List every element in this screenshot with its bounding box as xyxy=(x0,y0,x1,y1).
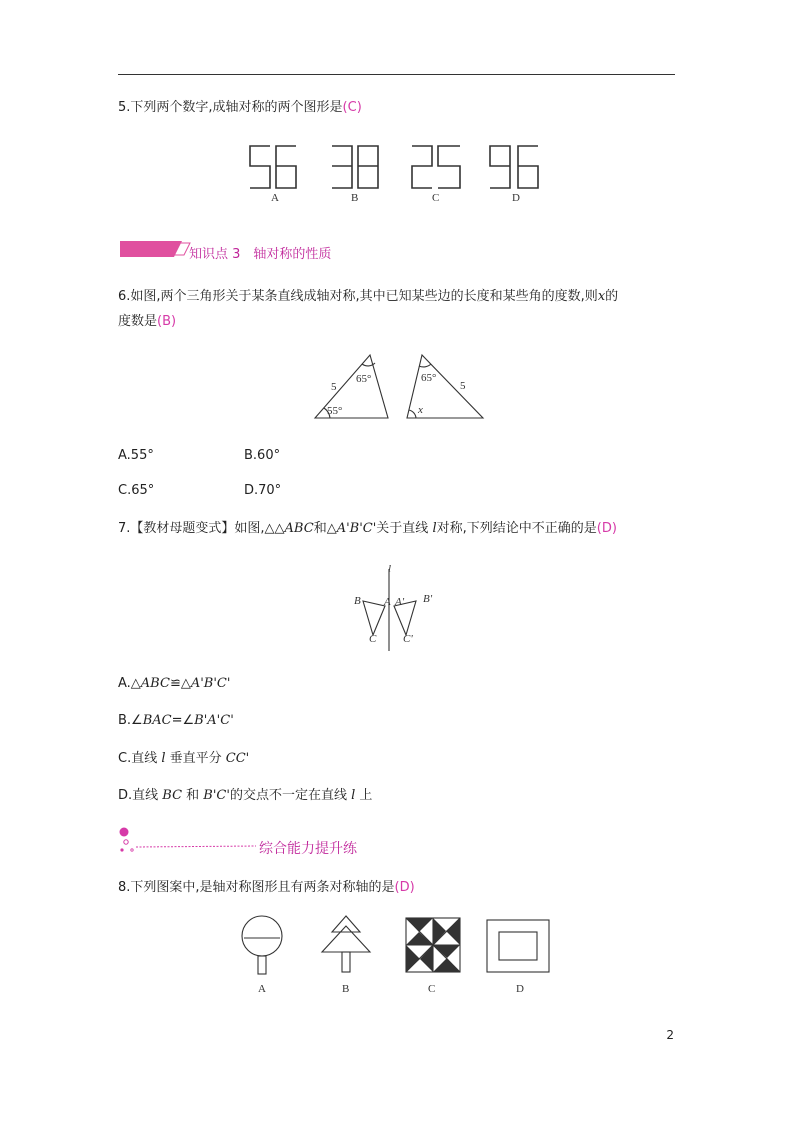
q7-prefix: 7.【教材母题变式】如图, xyxy=(118,521,265,536)
q8-label-b: B xyxy=(342,983,350,995)
question-5 xyxy=(118,98,362,118)
question-8 xyxy=(118,878,415,898)
q7-label-l: l xyxy=(388,563,392,575)
q8-label-c: C xyxy=(428,983,436,995)
q7-opt-b-sym: =∠ xyxy=(171,713,195,728)
q7-opt-d-m1: BC xyxy=(162,788,183,803)
q8-label-d: D xyxy=(516,983,524,995)
section-title: 综合能力提升练 xyxy=(259,841,357,857)
question-6-text2: 度数是 xyxy=(118,314,158,329)
page-number: 2 xyxy=(666,1028,674,1042)
q7-label-a: A xyxy=(384,596,391,608)
q7-option-c xyxy=(118,749,249,769)
q7-opt-c-m2: CC' xyxy=(225,751,250,766)
question-6-text-end: 的 xyxy=(605,289,619,304)
q5-label-a: A xyxy=(271,192,279,204)
question-8-text: 8.下列图案中,是轴对称图形且有两条对称轴的是 xyxy=(118,880,395,895)
q7-tri1: △ABC xyxy=(274,521,314,536)
q7-reflection xyxy=(350,565,440,653)
q7-opt-d-m3: l xyxy=(351,788,356,803)
q6-option-a: A.55° xyxy=(118,448,154,463)
q7-opt-d-m2: B'C' xyxy=(203,788,230,803)
q7-tri2: A'B'C' xyxy=(336,521,377,536)
q7-label-c: C xyxy=(369,633,377,645)
q6-var-x: x xyxy=(418,404,423,416)
q7-option-a xyxy=(118,674,230,694)
q7-opt-c-prefix: C.直线 xyxy=(118,751,162,766)
q8-pattern-figures xyxy=(240,914,555,976)
q6-side-right: 5 xyxy=(460,380,466,392)
question-6-line2 xyxy=(118,312,176,332)
question-7 xyxy=(118,519,617,539)
q7-opt-b-prefix: B.∠ xyxy=(118,713,143,728)
q8-label-a: A xyxy=(258,983,266,995)
question-6-text: 6.如图,两个三角形关于某条直线成轴对称,其中已知某些边的长度和某些角的度数,则 xyxy=(118,289,598,304)
q7-opt-a-m1: ABC xyxy=(140,676,170,691)
q6-option-b: B.60° xyxy=(244,448,281,463)
question-5-text: 5.下列两个数字,成轴对称的两个图形是 xyxy=(118,100,343,115)
q6-option-d: D.70° xyxy=(244,483,282,498)
header-rule xyxy=(118,74,675,75)
question-7-answer: (D) xyxy=(596,521,617,536)
q7-label-c-prime: C' xyxy=(403,633,413,645)
q6-angle-bottom-left: 55° xyxy=(327,405,343,417)
q7-opt-a-m2: A'B'C' xyxy=(190,676,231,691)
q7-tri1-wrap: △△ABC xyxy=(264,521,314,536)
q7-opt-c-sym: 垂直平分 xyxy=(165,751,226,766)
q7-mid: 和△ xyxy=(313,521,337,536)
knowledge-point-title: 知识点 3 轴对称的性质 xyxy=(189,247,332,262)
seven-segment-digits xyxy=(248,144,548,190)
q6-option-c: C.65° xyxy=(118,483,155,498)
q7-opt-d-prefix: D.直线 xyxy=(118,788,163,803)
q7-opt-c-m1: l xyxy=(161,751,166,766)
question-6-var: x xyxy=(597,289,606,304)
q7-end: 对称,下列结论中不正确的是 xyxy=(436,521,597,536)
q7-rest: 关于直线 xyxy=(376,521,429,536)
q5-label-d: D xyxy=(512,192,520,204)
q6-side-left: 5 xyxy=(331,381,337,393)
question-6-line1 xyxy=(118,287,618,307)
q7-opt-a-sym: ≌△ xyxy=(169,676,191,691)
q5-label-b: B xyxy=(351,192,359,204)
q7-opt-d-end: 上 xyxy=(355,788,373,803)
question-5-answer: (C) xyxy=(342,100,362,115)
section-bubbles-icon xyxy=(118,826,258,856)
question-6-answer: (B) xyxy=(157,314,177,329)
q7-option-d xyxy=(118,786,372,806)
q7-label-b: B xyxy=(354,595,361,607)
knowledge-point-ribbon-icon xyxy=(120,241,192,257)
q7-line-l: l xyxy=(432,521,437,536)
q6-angle-top-left: 65° xyxy=(356,373,372,385)
q7-option-b xyxy=(118,711,234,731)
q7-label-a-prime: A' xyxy=(395,596,405,608)
q7-opt-a-prefix: A.△ xyxy=(118,676,141,691)
q7-opt-d-sym: 和 xyxy=(182,788,204,803)
q7-opt-b-m2: B'A'C' xyxy=(194,713,234,728)
q6-angle-top-right: 65° xyxy=(421,372,437,384)
q7-label-b-prime: B' xyxy=(423,593,433,605)
q5-label-c: C xyxy=(432,192,440,204)
q7-opt-b-m1: BAC xyxy=(142,713,172,728)
q7-opt-d-suffix: 的交点不一定在直线 xyxy=(229,788,352,803)
question-8-answer: (D) xyxy=(394,880,415,895)
